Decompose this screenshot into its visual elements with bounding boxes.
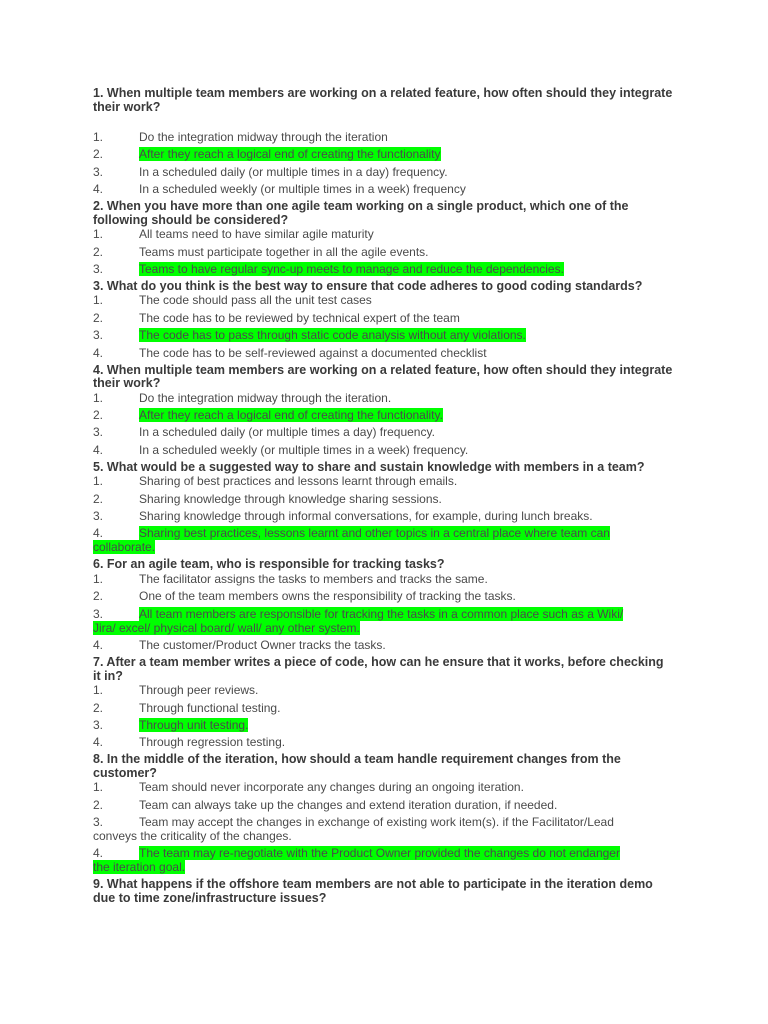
option-number: 2. — [93, 310, 104, 325]
option-number: 2. — [93, 147, 104, 162]
option-text: Team may accept the changes in exchange of existing work item(s). if the Facilitator/Lead — [139, 815, 614, 830]
question-5: 5. What would be a suggested way to share and sustain knowledge with members in a team? — [93, 459, 645, 474]
option-number: 4. — [93, 182, 104, 197]
option-number: 1. — [93, 227, 104, 242]
option-text: Sharing knowledge through informal conversations, for example, during lunch breaks. — [139, 509, 593, 524]
option-item — [93, 408, 673, 422]
option-number: 4. — [93, 526, 104, 541]
option-item — [93, 165, 673, 179]
option-text: Sharing knowledge through knowledge sharing sessions. — [139, 491, 442, 506]
option-item — [93, 182, 673, 196]
option-item — [93, 526, 673, 554]
option-text: Team can always take up the changes and extend iteration duration, if needed. — [139, 797, 558, 812]
options-list — [93, 130, 673, 196]
option-item — [93, 735, 673, 749]
option-text: Through peer reviews. — [139, 683, 259, 698]
correct-answer-text: Through unit testing. — [139, 717, 249, 732]
option-text: One of the team members owns the responsibility of tracking the tasks. — [139, 589, 516, 604]
option-text: The customer/Product Owner tracks the tasks. — [139, 638, 386, 653]
option-number: 2. — [93, 491, 104, 506]
option-number: 1. — [93, 780, 104, 795]
option-item — [93, 245, 673, 259]
option-text: Through functional testing. — [139, 700, 281, 715]
options-list — [93, 683, 673, 749]
option-text: In a scheduled weekly (or multiple times in a week) frequency. — [139, 442, 469, 457]
option-number: 2. — [93, 700, 104, 715]
option-number: 4. — [93, 638, 104, 653]
option-number: 2. — [93, 589, 104, 604]
correct-answer-text: All team members are responsible for tracking the tasks in a common place such as a Wiki/ — [139, 606, 624, 621]
option-number: 3. — [93, 606, 104, 621]
option-text: Through regression testing. — [139, 735, 286, 750]
option-number: 3. — [93, 164, 104, 179]
question-2: 2. When you have more than one agile team working on a single product, which one of the following should be considered? — [93, 199, 629, 227]
correct-answer-text: Teams to have regular sync-up meets to manage and reduce the dependencies. — [139, 261, 564, 276]
option-number: 4. — [93, 345, 104, 360]
option-number: 1. — [93, 293, 104, 308]
option-item — [93, 572, 673, 586]
option-number: 3. — [93, 261, 104, 276]
option-number: 4. — [93, 846, 104, 861]
option-number: 2. — [93, 408, 104, 423]
question-3: 3. What do you think is the best way to ensure that code adheres to good coding standards? — [93, 278, 643, 293]
option-number: 1. — [93, 390, 104, 405]
option-number: 1. — [93, 130, 104, 144]
question-4: 4. When multiple team members are working on a related feature, how often should they integrate their work? — [93, 362, 673, 391]
option-text: Do the integration midway through the iteration — [139, 130, 388, 144]
option-item — [93, 815, 673, 843]
question-8: 8. In the middle of the iteration, how should a team handle requirement changes from the customer? — [93, 752, 621, 780]
option-item — [93, 589, 673, 603]
correct-answer-text: After they reach a logical end of creating the functionality — [139, 147, 441, 162]
option-item — [93, 683, 673, 697]
option-text: Sharing of best practices and lessons learnt through emails. — [139, 474, 458, 489]
correct-answer-text: The team may re-negotiate with the Product Owner provided the changes do not endanger — [139, 846, 620, 861]
option-number: 3. — [93, 717, 104, 732]
option-item — [93, 425, 673, 439]
option-number: 2. — [93, 797, 104, 812]
option-item — [93, 328, 673, 342]
option-number: 4. — [93, 735, 104, 750]
options-list — [93, 572, 673, 652]
option-number: 3. — [93, 328, 104, 343]
correct-answer-continuation: collaborate. — [93, 540, 156, 555]
option-item — [93, 474, 673, 488]
option-item — [93, 492, 673, 506]
correct-answer-text: Sharing best practices, lessons learnt and other topics in a central place where team can — [139, 526, 610, 541]
options-list — [93, 227, 673, 276]
option-continuation: conveys the criticality of the changes. — [93, 829, 292, 844]
option-number: 1. — [93, 683, 104, 698]
option-item — [93, 130, 673, 144]
option-text: All teams need to have similar agile maturity — [139, 227, 374, 242]
option-text: The code should pass all the unit test cases — [139, 293, 372, 308]
correct-answer-continuation: Jira/ excel/ physical board/ wall/ any other system. — [93, 620, 360, 635]
question-6: 6. For an agile team, who is responsible for tracking tasks? — [93, 557, 445, 572]
option-number: 4. — [93, 442, 104, 457]
option-text: In a scheduled weekly (or multiple times in a week) frequency — [139, 182, 466, 197]
option-number: 3. — [93, 509, 104, 524]
option-text: The code has to be self-reviewed against a documented checklist — [139, 345, 487, 360]
question-1: 1. When multiple team members are working on a related feature, how often should they integrate their work? — [93, 86, 673, 114]
option-text: The code has to be reviewed by technical expert of the team — [139, 310, 460, 325]
correct-answer-text: The code has to pass through static code analysis without any violations. — [139, 328, 526, 343]
option-text: In a scheduled daily (or multiple times a day) frequency. — [139, 425, 435, 440]
option-number: 1. — [93, 474, 104, 489]
option-number: 3. — [93, 815, 104, 830]
option-item — [93, 798, 673, 812]
option-text: Do the integration midway through the iteration. — [139, 390, 392, 405]
option-item — [93, 718, 673, 732]
option-number: 3. — [93, 425, 104, 440]
option-item — [93, 443, 673, 457]
correct-answer-text: After they reach a logical end of creating the functionality. — [139, 408, 443, 423]
quiz-content — [93, 87, 673, 909]
question-9: 9. What happens if the offshore team members are not able to participate in the iteration demo due to time zone/infrastructure issues? — [93, 877, 653, 905]
option-item — [93, 701, 673, 715]
option-item — [93, 391, 673, 405]
option-item — [93, 607, 673, 635]
option-item — [93, 227, 673, 241]
option-text: Team should never incorporate any changes during an ongoing iteration. — [139, 780, 524, 795]
option-item — [93, 311, 673, 325]
correct-answer-continuation: the iteration goal. — [93, 860, 186, 875]
question-7: 7. After a team member writes a piece of code, how can he ensure that it works, before checking it in? — [93, 655, 664, 683]
option-item — [93, 262, 673, 276]
options-list — [93, 391, 673, 457]
options-list — [93, 293, 673, 359]
options-list — [93, 780, 673, 874]
option-item — [93, 147, 673, 161]
option-number: 1. — [93, 571, 104, 586]
option-item — [93, 293, 673, 307]
option-text: The facilitator assigns the tasks to members and tracks the same. — [139, 571, 488, 586]
option-text: Teams must participate together in all the agile events. — [139, 244, 429, 259]
option-text: In a scheduled daily (or multiple times in a day) frequency. — [139, 164, 448, 179]
option-item — [93, 638, 673, 652]
option-item — [93, 346, 673, 360]
option-number: 2. — [93, 244, 104, 259]
options-list — [93, 474, 673, 554]
option-item — [93, 846, 673, 874]
option-item — [93, 780, 673, 794]
option-item — [93, 509, 673, 523]
